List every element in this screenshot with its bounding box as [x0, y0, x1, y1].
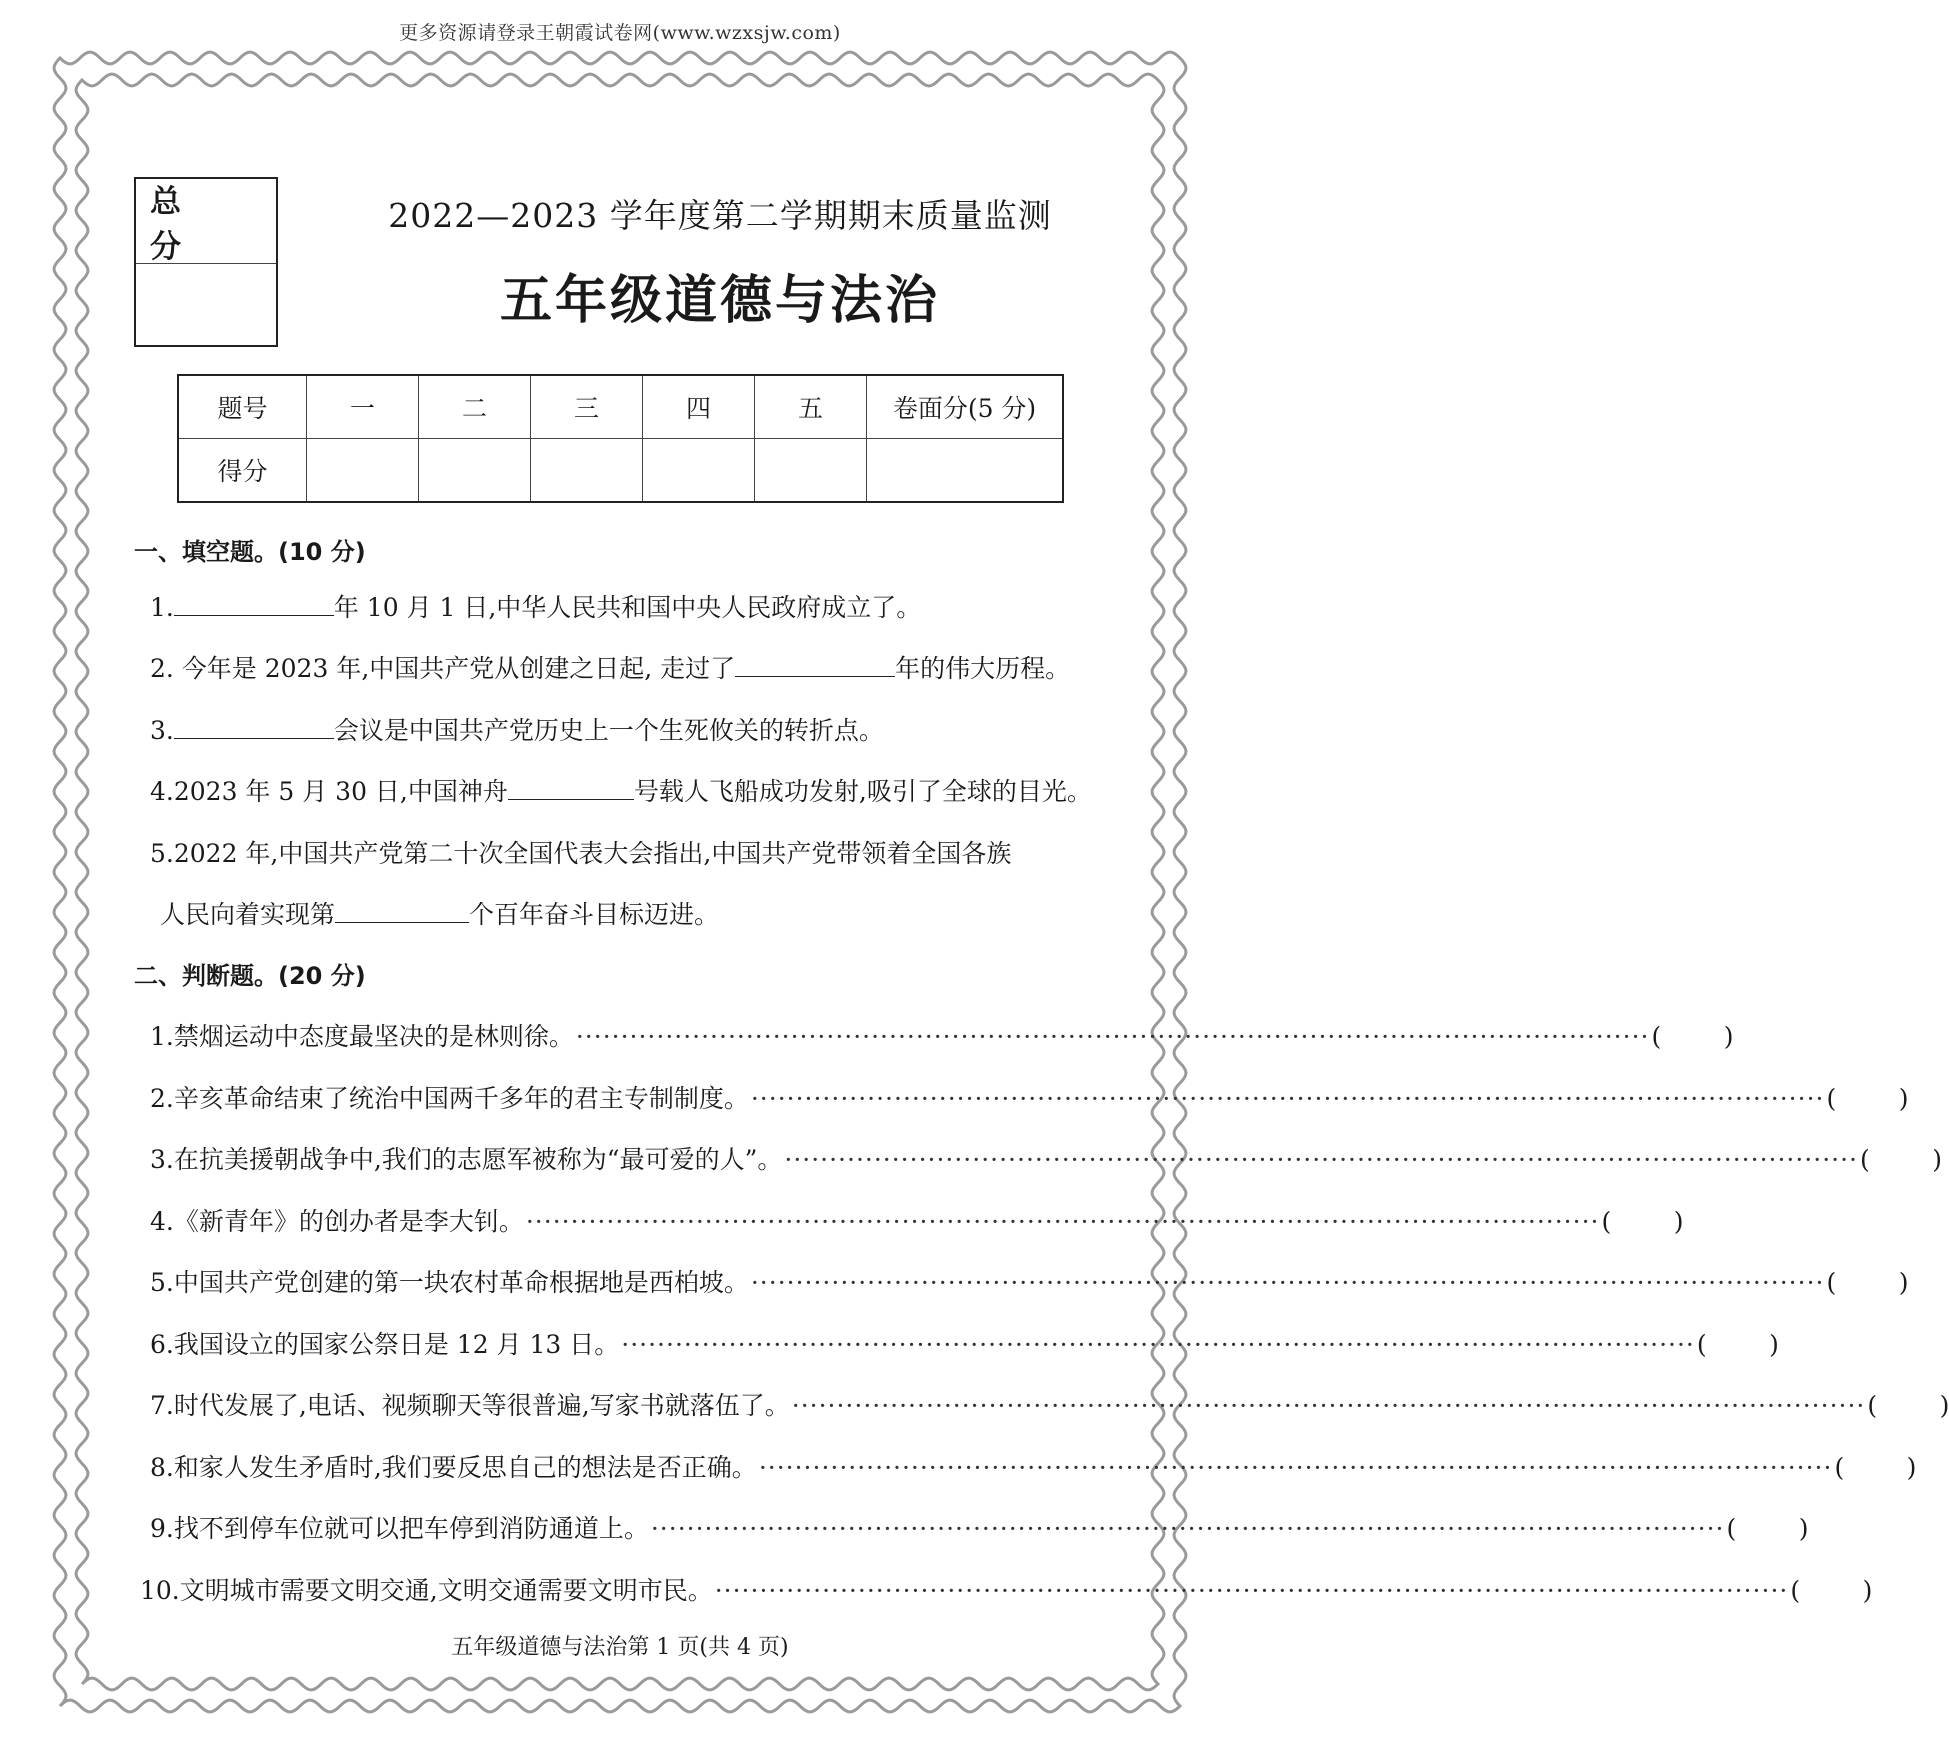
fill-blank-text: 2. 今年是 2023 年,中国共产党从创建之日起, 走过了 [150, 654, 736, 683]
true-false-question: 9.找不到停车位就可以把车停到消防通道上。 [150, 1514, 649, 1543]
score-header-cell: 一 [307, 375, 419, 439]
fill-blank-text: 4.2023 年 5 月 30 日,中国神舟 [150, 777, 508, 806]
answer-parentheses [1834, 1453, 1916, 1482]
leader-dots: ························································································································ [525, 1206, 1600, 1236]
answer-blank [335, 898, 469, 923]
paren-open: ( [1651, 1022, 1662, 1051]
total-score-box [134, 177, 278, 347]
leader-dots: ························································································································ [791, 1391, 1866, 1420]
paren-close: ) [1898, 1083, 1909, 1113]
true-false-item [150, 1509, 1809, 1545]
score-table [177, 374, 1064, 503]
score-header-cell: 四 [643, 375, 755, 439]
paren-close: ) [1932, 1145, 1942, 1174]
answer-blank [508, 775, 634, 800]
true-false-question: 2.辛亥革命结束了统治中国两千多年的君主专制制度。 [150, 1083, 749, 1113]
answer-blank [735, 652, 895, 677]
watermark-text: 更多资源请登录王朝霞试卷网(www.wzxsjw.com) [399, 22, 841, 44]
leader-dots: ························································································································ [784, 1145, 1858, 1174]
true-false-item [150, 1202, 1684, 1238]
answer-parentheses [1790, 1576, 1872, 1605]
paren-open: ( [1834, 1452, 1845, 1482]
total-score-label: 总 分 [136, 179, 276, 264]
fill-blank-item [150, 588, 921, 624]
true-false-question: 7.时代发展了,电话、视频聊天等很普遍,写家书就落伍了。 [150, 1391, 790, 1420]
paren-open: ( [1696, 1329, 1707, 1359]
page-footer: 五年级道德与法治第 1 页(共 4 页) [451, 1635, 789, 1660]
answer-parentheses [1601, 1207, 1683, 1236]
score-cell [643, 439, 755, 503]
fill-blank-item [150, 649, 1070, 685]
leader-dots: ························································································································ [714, 1575, 1789, 1605]
paren-open: ( [1867, 1391, 1878, 1420]
score-cell [307, 439, 419, 503]
score-row-label: 得分 [178, 439, 307, 503]
score-cell [755, 439, 867, 503]
paren-open: ( [1826, 1268, 1837, 1297]
fill-blank-item-line2 [160, 895, 719, 931]
score-table-score-row [178, 439, 1063, 503]
section-fill-blank-title: 一、填空题。(10 分) [134, 538, 366, 566]
true-false-question: 4.《新青年》的创办者是李大钊。 [150, 1206, 524, 1236]
fill-blank-text: 年的伟大历程。 [895, 654, 1071, 683]
paren-open: ( [1726, 1514, 1737, 1543]
fill-blank-item [150, 772, 1092, 808]
answer-blank [174, 591, 334, 616]
true-false-item [150, 1079, 1909, 1115]
true-false-item [150, 1140, 1942, 1176]
answer-blank [174, 714, 334, 739]
fill-blank-text: 年 10 月 1 日,中华人民共和国中央人民政府成立了。 [333, 593, 922, 622]
score-header-cell: 二 [419, 375, 531, 439]
leader-dots: ························································································································ [575, 1022, 1650, 1051]
score-cell [867, 439, 1064, 503]
paren-close: ) [1862, 1575, 1873, 1605]
answer-parentheses [1860, 1145, 1942, 1174]
true-false-item [150, 1448, 1917, 1484]
true-false-question: 3.在抗美援朝战争中,我们的志愿军被称为“最可爱的人”。 [150, 1145, 783, 1174]
subject-title: 五年级道德与法治 [499, 271, 940, 331]
score-header-cell: 卷面分(5 分) [867, 375, 1064, 439]
leader-dots: ························································································································ [758, 1452, 1833, 1482]
true-false-question: 5.中国共产党创建的第一块农村革命根据地是西柏坡。 [150, 1268, 749, 1297]
answer-parentheses [1697, 1330, 1779, 1359]
fill-blank-text: 1. [150, 593, 174, 622]
paren-close: ) [1906, 1452, 1917, 1482]
leader-dots: ························································································································ [621, 1329, 1695, 1359]
exam-title: 2022—2023 学年度第二学期期末质量监测 [388, 196, 1052, 235]
answer-parentheses [1867, 1391, 1949, 1420]
paren-close: ) [1898, 1268, 1909, 1297]
leader-dots: ························································································································ [750, 1083, 1825, 1113]
leader-dots: ························································································································ [750, 1268, 1825, 1297]
answer-parentheses [1826, 1268, 1908, 1297]
paren-close: ) [1939, 1391, 1949, 1420]
paren-close: ) [1769, 1329, 1779, 1359]
fill-blank-text: 个百年奋斗目标迈进。 [469, 900, 720, 929]
true-false-item [140, 1571, 1873, 1607]
true-false-item [150, 1017, 1734, 1053]
paren-open: ( [1860, 1145, 1870, 1174]
answer-parentheses [1726, 1514, 1808, 1543]
score-header-cell: 三 [531, 375, 643, 439]
paren-open: ( [1826, 1083, 1837, 1113]
section-true-false-title: 二、判断题。(20 分) [134, 962, 366, 990]
fill-blank-item [150, 711, 884, 747]
score-header-cell: 五 [755, 375, 867, 439]
score-table-header-row [178, 375, 1063, 439]
true-false-item [150, 1263, 1909, 1299]
paren-close: ) [1798, 1514, 1809, 1543]
answer-parentheses [1826, 1084, 1908, 1113]
score-cell [531, 439, 643, 503]
paren-open: ( [1790, 1575, 1801, 1605]
paren-close: ) [1673, 1206, 1684, 1236]
paren-close: ) [1723, 1022, 1734, 1051]
answer-parentheses [1651, 1022, 1733, 1051]
fill-blank-text: 会议是中国共产党历史上一个生死攸关的转折点。 [333, 716, 884, 745]
true-false-item [150, 1386, 1949, 1422]
fill-blank-text: 人民向着实现第 [160, 900, 336, 929]
leader-dots: ························································································································ [650, 1514, 1725, 1543]
score-cell [419, 439, 531, 503]
true-false-question: 1.禁烟运动中态度最坚决的是林则徐。 [150, 1022, 574, 1051]
fill-blank-item-line1: 5.2022 年,中国共产党第二十次全国代表大会指出,中国共产党带领着全国各族 [150, 839, 1012, 868]
true-false-question: 8.和家人发生矛盾时,我们要反思自己的想法是否正确。 [150, 1452, 757, 1482]
fill-blank-text: 号载人飞船成功发射,吸引了全球的目光。 [633, 777, 1092, 806]
true-false-question: 10.文明城市需要文明交通,文明交通需要文明市民。 [140, 1575, 713, 1605]
paren-open: ( [1601, 1206, 1612, 1236]
true-false-question: 6.我国设立的国家公祭日是 12 月 13 日。 [150, 1329, 620, 1359]
true-false-item [150, 1325, 1779, 1361]
score-header-cell: 题号 [178, 375, 307, 439]
fill-blank-text: 3. [150, 716, 174, 745]
